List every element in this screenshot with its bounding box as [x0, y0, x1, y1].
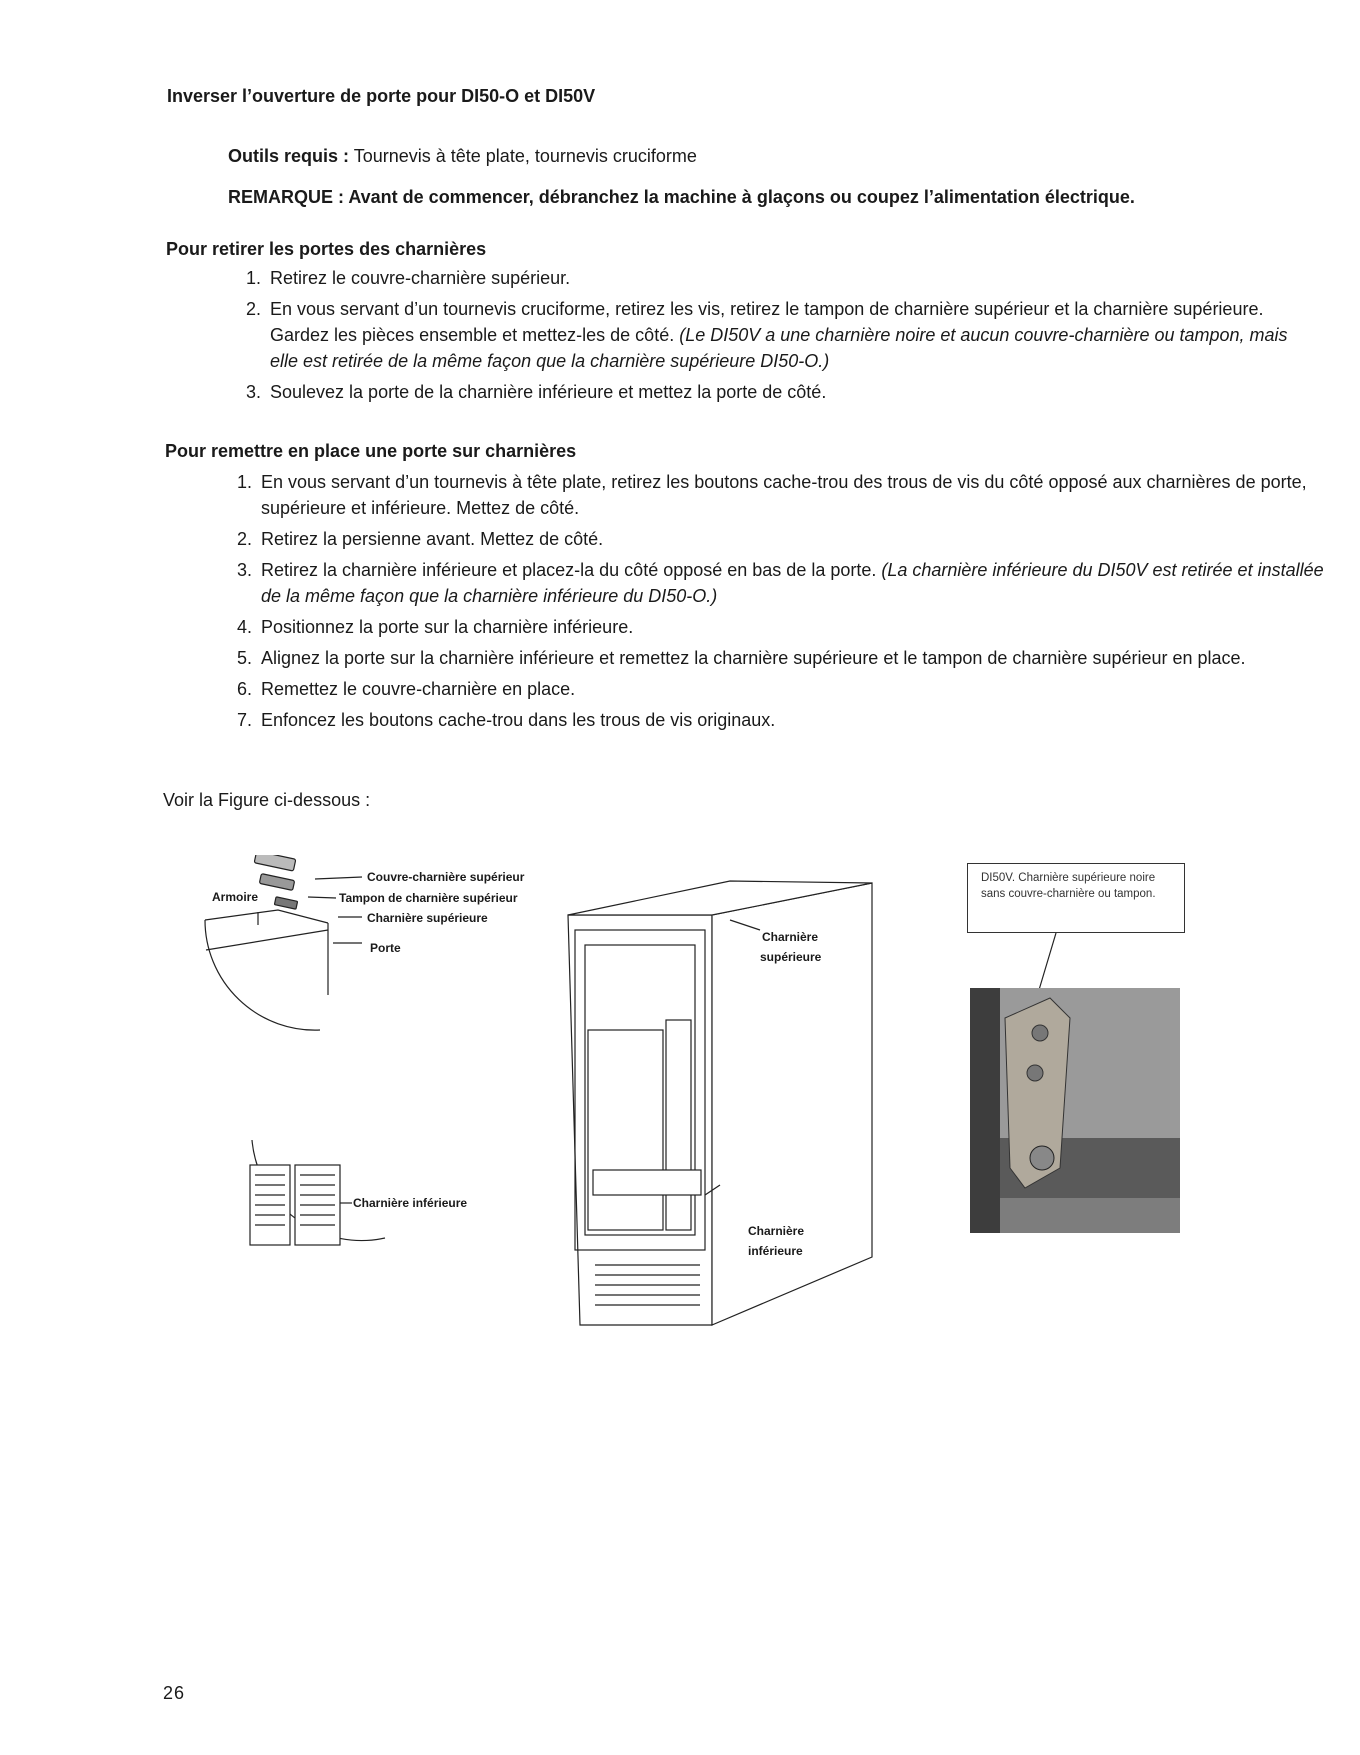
remove-step [246, 296, 1306, 374]
section-heading-remove: Pour retirer les portes des charnières [166, 239, 487, 259]
step-text: Alignez la porte sur la charnière inférieure et remettez la charnière supérieure et le tampon de charnière supérieur en place. [261, 648, 1246, 668]
reinstall-step [237, 645, 1327, 671]
reinstall-step [237, 707, 1327, 733]
tools-text: Tournevis à tête plate, tournevis cruciforme [353, 146, 697, 166]
step-number: 5. [237, 648, 253, 668]
step-number: 7. [237, 710, 253, 730]
step-note: (La charnière inférieure du DI50V est retirée et installée de la même façon que la charnière inférieure du DI50-O.) [261, 560, 1324, 606]
warning-note: REMARQUE : Avant de commencer, débranchez la machine à glaçons ou coupez l’alimentation électrique. [228, 187, 1135, 207]
step-text: Retirez le couvre-charnière supérieur. [270, 268, 571, 288]
step-text: Retirez la persienne avant. Mettez de côté. [261, 529, 604, 549]
remove-step [246, 265, 1306, 291]
page-title: Inverser l’ouverture de porte pour DI50-O et DI50V [167, 86, 596, 106]
step-text: Soulevez la porte de la charnière inférieure et mettez la porte de côté. [270, 382, 827, 402]
step-note: (Le DI50V a une charnière noire et aucun couvre-charnière ou tampon, mais elle est retirée de la même façon que la charnière supérieure DI50-O.) [270, 325, 1288, 371]
page-number: 26 [163, 1683, 186, 1703]
reinstall-step [237, 469, 1327, 521]
bottom-hinge-detail-drawing [250, 1140, 385, 1245]
step-text: Remettez le couvre-charnière en place. [261, 679, 576, 699]
label-cover: Couvre-charnière supérieur [367, 870, 525, 884]
top-hinge-detail-drawing [205, 855, 362, 1030]
step-text: En vous servant d’un tournevis cruciforme, retirez les vis, retirez le tampon de charnière supérieur et la charnière supérieure. Gardez les pièces ensemble et mettez-les de côté. [270, 299, 1264, 345]
label-top-hinge-detail: Charnière supérieure [367, 911, 488, 925]
label-door: Porte [370, 941, 401, 955]
label-bottom-hinge-detail: Charnière inférieure [353, 1196, 468, 1210]
step-number: 1. [237, 472, 253, 492]
step-number: 3. [246, 382, 262, 402]
step-number: 1. [246, 268, 262, 288]
label-pad: Tampon de charnière supérieur [339, 891, 518, 905]
reinstall-step [237, 526, 1327, 552]
label-cabinet: Armoire [212, 890, 259, 904]
step-text: Positionnez la porte sur la charnière inférieure. [261, 617, 634, 637]
reinstall-step [237, 614, 1327, 640]
step-number: 4. [237, 617, 253, 637]
reinstall-steps-list [237, 469, 1327, 738]
label-top-hinge-main-1: Charnière [762, 930, 819, 944]
step-text: Retirez la charnière inférieure et placez-la du côté opposé en bas de la porte. [261, 560, 882, 580]
hinge-photo [970, 988, 1180, 1233]
step-text: Enfoncez les boutons cache-trou dans les trous de vis originaux. [261, 710, 776, 730]
see-figure-text: Voir la Figure ci-dessous : [163, 790, 371, 810]
tools-label: Outils requis : [228, 146, 350, 166]
ice-machine-drawing [568, 881, 872, 1325]
step-number: 6. [237, 679, 253, 699]
step-number: 3. [237, 560, 253, 580]
step-number: 2. [246, 299, 262, 319]
label-bottom-hinge-main-2: inférieure [748, 1244, 803, 1258]
section-heading-reinstall: Pour remettre en place une porte sur charnières [165, 441, 577, 461]
di50v-callout: DI50V. Charnière supérieure noire sans couvre-charnière ou tampon. [967, 863, 1185, 933]
remove-step [246, 379, 1306, 405]
remove-steps-list [246, 265, 1306, 410]
reinstall-step [237, 676, 1327, 702]
step-text: En vous servant d’un tournevis à tête plate, retirez les boutons cache-trou des trous de vis du côté opposé aux charnières de porte, supérieure et inférieure. Mettez de côté. [261, 472, 1307, 518]
step-number: 2. [237, 529, 253, 549]
tools-required [228, 146, 697, 167]
label-bottom-hinge-main-1: Charnière [748, 1224, 805, 1238]
label-top-hinge-main-2: supérieure [760, 950, 822, 964]
reinstall-step [237, 557, 1327, 609]
